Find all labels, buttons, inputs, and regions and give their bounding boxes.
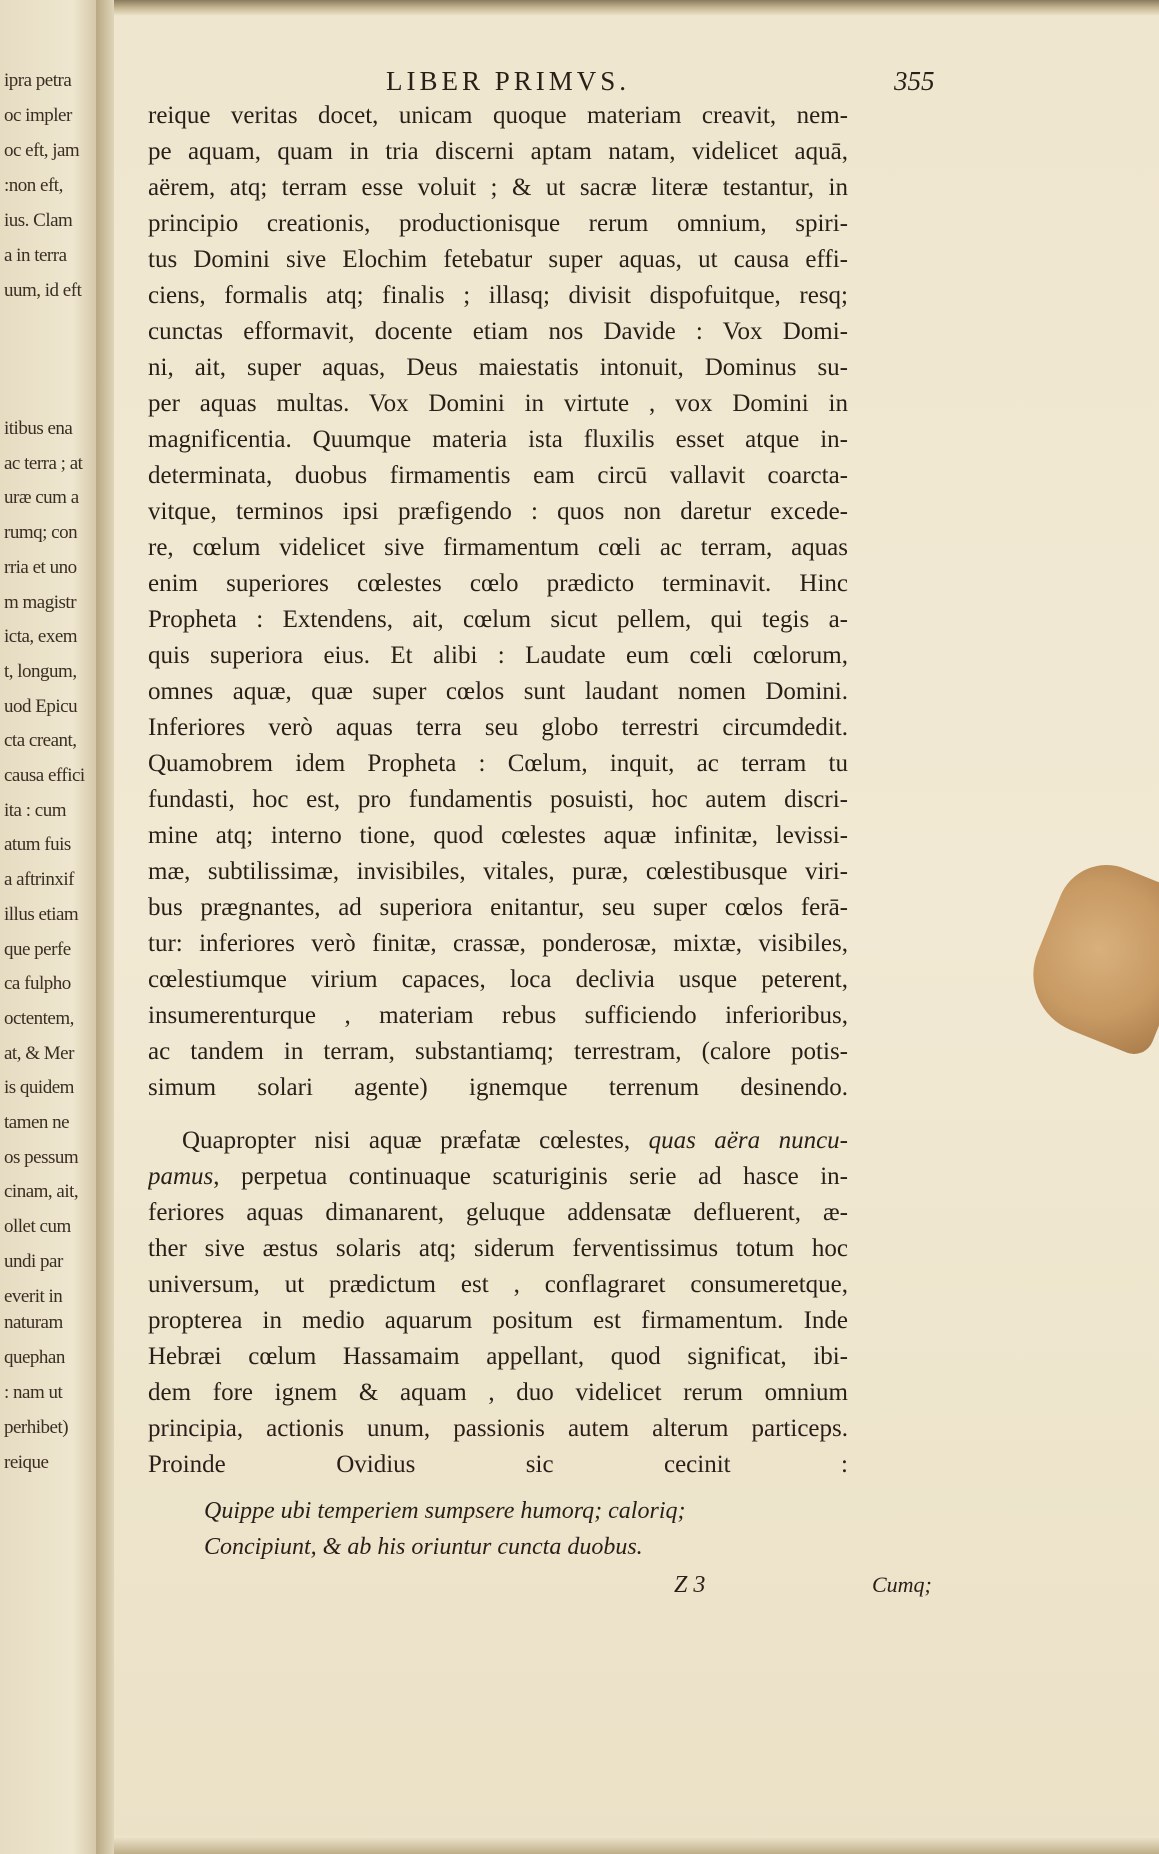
text-line: ni, ait, super aquas, Deus maiestatis intonuit, Dominus su- — [148, 354, 848, 381]
text-span: , perpetua continuaque scaturiginis serie ad hasce in- — [213, 1163, 848, 1190]
text-line: principio creationis, productionisque rerum omnium, spiri- — [148, 210, 848, 237]
verse-line: Quippe ubi temperiem sumpsere humorq; caloriq; — [204, 1498, 686, 1524]
text-line: Hebræi cœlum Hassamaim appellant, quod significat, ibi- — [148, 1343, 848, 1370]
left-fragment-line: causa effici — [4, 765, 85, 786]
text-line: tus Domini sive Elochim fetebatur super aquas, ut causa effi- — [148, 246, 848, 273]
left-fragment-line: at, & Mer — [4, 1042, 74, 1064]
left-fragment-line: atum fuis — [4, 834, 71, 856]
text-line: tur: inferiores verò finitæ, crassæ, ponderosæ, mixtæ, visibiles, — [148, 930, 848, 957]
text-line: fundasti, hoc est, pro fundamentis posuisti, hoc autem discri- — [148, 786, 848, 813]
text-line: re, cœlum videlicet sive firmamentum cœli ac terram, aquas — [148, 534, 848, 561]
left-fragment-line: ca fulpho — [4, 973, 71, 995]
text-span: Quapropter nisi aquæ præfatæ cœlestes, — [182, 1127, 649, 1154]
text-line: determinata, duobus firmamentis eam circū vallavit coarcta- — [148, 462, 848, 489]
text-line: feriores aquas dimanarent, geluque addensatæ defluerent, æ- — [148, 1199, 848, 1226]
left-page-fragment — [0, 0, 104, 1854]
text-line: Inferiores verò aquas terra seu globo terrestri circumdedit. — [148, 714, 848, 741]
left-fragment-line: cinam, ait, — [4, 1181, 79, 1203]
verse-quote — [204, 1493, 844, 1565]
left-fragment-line: is quidem — [4, 1077, 74, 1099]
left-fragment-line: a aftrinxif — [4, 869, 74, 891]
left-fragment-line: rumq; con — [4, 522, 78, 544]
text-line: simum solari agente) ignemque terrenum desinendo. — [148, 1074, 848, 1101]
left-fragment-line: everit in — [4, 1285, 63, 1307]
left-fragment-line: ipra petra — [4, 70, 72, 91]
text-line: cœlestiumque virium capaces, loca declivia usque peterent, — [148, 966, 848, 993]
left-fragment-line: rria et uno — [4, 556, 77, 578]
text-line: bus prægnantes, ad superiora enitantur, seu super cœlos ferā- — [148, 894, 848, 921]
text-line: Quamobrem idem Propheta : Cœlum, inquit, ac terram tu — [148, 750, 848, 777]
left-fragment-line: itibus ena — [4, 418, 73, 439]
left-fragment-line: reique — [4, 1452, 49, 1473]
text-line: enim superiores cœlestes cœlo prædicto terminavit. Hinc — [148, 570, 848, 597]
text-line: reique veritas docet, unicam quoque materiam creavit, nem- — [148, 102, 848, 129]
left-fragment-line: oc impler — [4, 105, 72, 126]
page-top-edge — [114, 0, 1159, 16]
running-head: LIBER PRIMVS. — [386, 66, 631, 96]
text-line: magnificentia. Quumque materia ista fluxilis esset atque in- — [148, 426, 848, 453]
paragraph-2-lines — [148, 1195, 848, 1483]
signature-mark: Z 3 — [674, 1572, 706, 1598]
text-line: ther sive æstus solaris atq; siderum ferventissimus totum hoc — [148, 1235, 848, 1262]
page-number: 355 — [894, 66, 935, 96]
paragraph-1 — [148, 98, 848, 1106]
left-fragment-line: :non eft, — [4, 175, 63, 196]
italic-span: pamus — [148, 1163, 214, 1190]
page-bottom-edge — [114, 1836, 1159, 1854]
left-fragment-line: icta, exem — [4, 626, 78, 648]
text-line: cunctas efformavit, docente etiam nos Davide : Vox Domi- — [148, 318, 848, 345]
left-fragment-line: illus etiam — [4, 903, 79, 925]
text-line: mæ, subtilissimæ, invisibiles, vitales, puræ, cœlestibusque viri- — [148, 858, 848, 885]
verse-line: Concipiunt, & ab his oriuntur cuncta duobus. — [204, 1534, 643, 1560]
left-fragment-line: ius. Clam — [4, 210, 73, 231]
text-line: principia, actionis unum, passionis autem alterum particeps. — [148, 1415, 848, 1442]
left-fragment-line: ita : cum — [4, 799, 66, 821]
left-fragment-line: que perfe — [4, 938, 71, 960]
text-line — [148, 1123, 848, 1159]
left-fragment-line: m magistr — [4, 591, 77, 613]
text-line: ac tandem in terram, substantiamq; terrestram, (calore potis- — [148, 1038, 848, 1065]
text-line: insumerenturque , materiam rebus sufficiendo inferioribus, — [148, 1002, 848, 1029]
text-line: quis superiora eius. Et alibi : Laudate eum cœli cœlorum, — [148, 642, 848, 669]
text-line: Proinde Ovidius sic cecinit : — [148, 1451, 848, 1478]
left-fragment-line: uod Epicu — [4, 695, 78, 717]
paragraph-2 — [148, 1123, 848, 1483]
text-line — [148, 1159, 848, 1195]
left-fragment-line: os pessum — [4, 1146, 79, 1168]
left-fragment-line: perhibet) — [4, 1417, 69, 1438]
left-fragment-line: : nam ut — [4, 1382, 63, 1403]
left-fragment-line: ollet cum — [4, 1216, 71, 1238]
left-fragment-line: ac terra ; at — [4, 452, 83, 474]
text-line: pe aquam, quam in tria discerni aptam natam, videlicet aquā, — [148, 138, 848, 165]
left-fragment-line: oc eft, jam — [4, 140, 80, 161]
left-fragment-line: octentem, — [4, 1007, 74, 1029]
text-line: Propheta : Extendens, ait, cœlum sicut pellem, qui tegis a- — [148, 606, 848, 633]
text-line: dem fore ignem & aquam , duo videlicet rerum omnium — [148, 1379, 848, 1406]
left-fragment-line: naturam — [4, 1312, 63, 1333]
left-fragment-line: quephan — [4, 1347, 65, 1368]
italic-span: quas aëra nuncu- — [648, 1127, 848, 1154]
catchword: Cumq; — [872, 1572, 932, 1597]
text-line: mine atq; interno tione, quod cœlestes aquæ infinitæ, levissi- — [148, 822, 848, 849]
text-line: propterea in medio aquarum positum est firmamentum. Inde — [148, 1307, 848, 1334]
text-line: vitque, terminos ipsi præfigendo : quos non daretur excede- — [148, 498, 848, 525]
left-fragment-line: cta creant, — [4, 730, 77, 752]
text-line: universum, ut prædictum est , conflagraret consumeretque, — [148, 1271, 848, 1298]
left-fragment-line: tamen ne — [4, 1112, 70, 1133]
text-line: omnes aquæ, quæ super cœlos sunt laudant nomen Domini. — [148, 678, 848, 705]
right-page — [114, 0, 1159, 1854]
left-fragment-line: uræ cum a — [4, 487, 79, 509]
left-fragment-line: uum, id eft — [4, 280, 82, 301]
text-line: ciens, formalis atq; finalis ; illasq; divisit dispofuitque, resq; — [148, 282, 848, 309]
text-line: aërem, atq; terram esse voluit ; & ut sacræ literæ testantur, in — [148, 174, 848, 201]
left-fragment-line: a in terra — [4, 245, 67, 266]
text-line: per aquas multas. Vox Domini in virtute , vox Domini in — [148, 390, 848, 417]
left-fragment-line: undi par — [4, 1250, 63, 1272]
left-fragment-line: t, longum, — [4, 660, 77, 682]
